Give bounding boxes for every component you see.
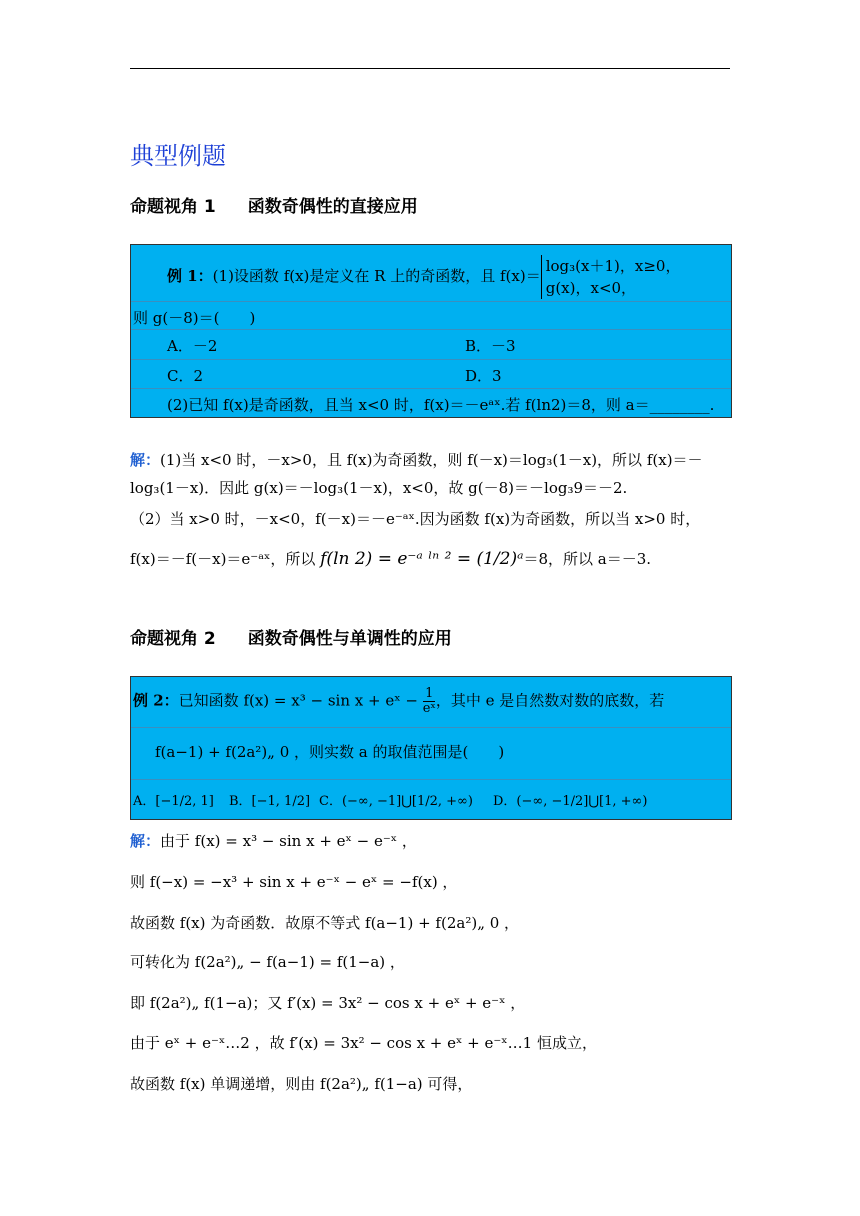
angle2-label: 命题视角 2 (130, 629, 216, 649)
sol2-label: 解： (130, 832, 161, 850)
ex1-piece1: log₃(x＋1)，x≥0， (545, 257, 681, 275)
sol2-line1 (130, 830, 417, 851)
sol2-text1: 由于 f(x) = x³ − sin x + eˣ − e⁻ˣ ， (160, 832, 417, 850)
ex1-lead: 例 1： (167, 267, 213, 285)
example2-box (130, 676, 732, 820)
sol2-line2: 则 f(−x) = −x³ + sin x + e⁻ˣ − eˣ = −f(x) ， (130, 873, 458, 891)
example1-box (130, 244, 732, 418)
ex1-piece2: g(x)，x<0， (545, 279, 637, 297)
angle1-title: 函数奇偶性的直接应用 (247, 197, 418, 217)
ex2-frac-den: eˣ (422, 701, 436, 716)
ex2-option-c: C．(−∞, −1]⋃[1/2, +∞) (319, 794, 473, 809)
ex2-fraction (423, 687, 436, 716)
ex2-text1b: ，其中 e 是自然数对数的底数，若 (435, 691, 665, 710)
sol1-text4a: f(x)＝－f(－x)＝e⁻ᵃˣ，所以 (130, 550, 321, 568)
header-rule (130, 68, 730, 69)
sol1-text1: (1)当 x<0 时，－x>0，且 f(x)为奇函数，则 f(－x)＝log₃(1－x)，所以 f(x)＝－ (160, 451, 703, 469)
ex2-line1 (133, 687, 664, 716)
angle1-label: 命题视角 1 (130, 197, 216, 217)
ex1-option-d: D．3 (465, 367, 502, 385)
ex2-lead: 例 2： (133, 691, 179, 710)
sol1-line2: log₃(1－x)．因此 g(x)＝－log₃(1－x)，x<0，故 g(－8)＝－log₃9＝－2. (130, 479, 628, 497)
ex1-question: 则 g(－8)＝( ) (133, 309, 256, 327)
ex1-option-a: A．－2 (167, 337, 218, 355)
sol1-line1 (130, 449, 703, 470)
angle2-title: 函数奇偶性与单调性的应用 (247, 629, 452, 649)
sol1-line4 (130, 548, 651, 569)
sol1-text4c: ＝8，所以 a＝－3. (523, 550, 652, 568)
sol1-label: 解： (130, 451, 161, 469)
ex1-piecewise (541, 255, 681, 299)
angle2-heading (130, 624, 452, 649)
sol2-line7: 故函数 f(x) 单调递增，则由 f(2a²)„ f(1−a) 可得， (130, 1075, 473, 1093)
ex2-option-d: D．(−∞, −1/2]⋃[1, +∞) (493, 794, 648, 809)
ex2-option-a: A．[−1/2, 1] (133, 794, 214, 809)
ex2-option-b: B．[−1, 1/2] (229, 794, 311, 809)
sol2-line4: 可转化为 f(2a²)„ − f(a−1) = f(1−a) ， (130, 953, 405, 971)
ex1-option-b: B．－3 (465, 337, 516, 355)
sol1-line3: （2）当 x>0 时，－x<0，f(－x)＝－e⁻ᵃˣ.因为函数 f(x)为奇函数，所以当 x>0 时， (130, 510, 701, 528)
sol2-line5: 即 f(2a²)„ f(1−a)；又 f′(x) = 3x² − cos x + eˣ + e⁻ˣ ， (130, 994, 526, 1012)
section-title: 典型例题 (130, 142, 226, 170)
ex1-part1 (167, 255, 680, 299)
ex1-part2: (2)已知 f(x)是奇函数，且当 x<0 时，f(x)＝－eᵃˣ.若 f(ln2)＝8，则 a＝________. (167, 396, 715, 414)
ex2-line2: f(a−1) + f(2a²)„ 0 ，则实数 a 的取值范围是( ) (155, 743, 505, 761)
ex1-part1-text: (1)设函数 f(x)是定义在 R 上的奇函数，且 f(x)＝ (212, 267, 541, 285)
sol2-line6: 由于 eˣ + e⁻ˣ…2 ，故 f′(x) = 3x² − cos x + eˣ + e⁻ˣ…1 恒成立， (130, 1034, 597, 1052)
sol1-formula: f(ln 2) = e⁻ᵃ ˡⁿ ² = (1/2)ᵃ (320, 549, 524, 569)
ex2-frac-num: 1 (425, 686, 434, 701)
angle1-heading (130, 192, 418, 217)
sol2-line3: 故函数 f(x) 为奇函数．故原不等式 f(a−1) + f(2a²)„ 0 ， (130, 914, 520, 932)
ex2-text1a: 已知函数 f(x) = x³ − sin x + eˣ − (178, 691, 418, 710)
ex1-option-c: C．2 (167, 367, 204, 385)
